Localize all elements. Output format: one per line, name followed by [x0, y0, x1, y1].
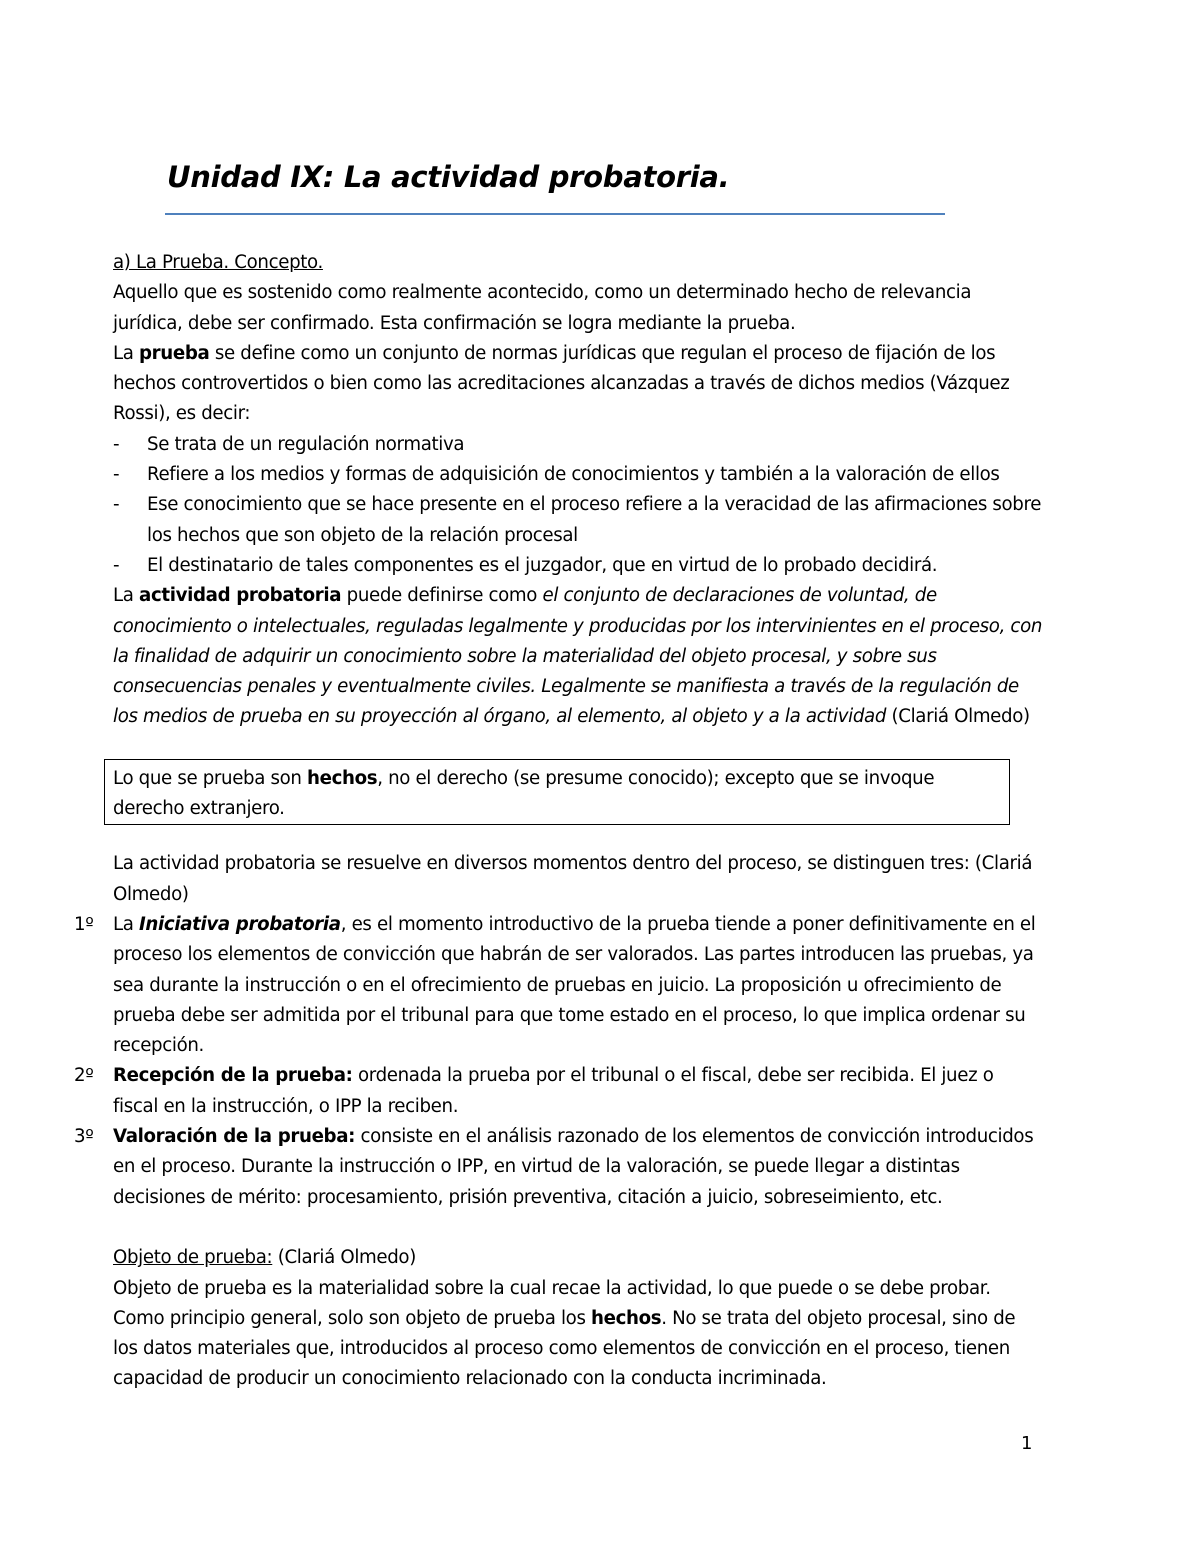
section-a-paragraph-3 [113, 581, 1043, 732]
paragraph-spacer [113, 1213, 1043, 1243]
moment-text: ordenada la prueba por el tribunal o el fiscal, debe ser recibida. El juez o fiscal en la instrucción, o IPP la reciben. [113, 1065, 994, 1117]
section-a-paragraph-1: Aquello que es sostenido como realmente acontecido, como un determinado hecho de relevancia jurídica, debe ser confirmado. Esta confirmación se logra mediante la prueba. [113, 282, 972, 334]
list-item-text: Refiere a los medios y formas de adquisición de conocimientos y también a la valoración de ellos [147, 464, 1000, 486]
highlight-box [104, 759, 1010, 826]
list-item [113, 430, 1043, 460]
text-run: Objeto de prueba es la materialidad sobre la cual recae la actividad, lo que puede o se debe probar. Como principio general, solo son objeto de prueba los [113, 1277, 991, 1329]
text-run: La [113, 913, 140, 935]
text-run: La [113, 585, 140, 607]
moment-text: , es el momento introductivo de la prueba tiende a poner definitivamente en el proceso los elementos de convicción que habrán de ser valorados. Las partes introducen las pruebas, ya sea durante la instrucción o en el ofrecimiento de pruebas en juicio. La proposición u ofrecimiento de prueba debe ser admitida por el tribunal para que tome estado en el proceso, lo que implica ordenar su recepción. [113, 913, 1036, 1057]
term-actividad-probatoria: actividad probatoria [139, 585, 342, 607]
objeto-heading-text: Objeto de prueba: [113, 1247, 273, 1269]
list-dash: - [113, 494, 120, 516]
section-a-heading [113, 248, 1043, 278]
page-number: 1 [1021, 1433, 1033, 1454]
term-prueba: prueba [139, 342, 210, 364]
section-a-paragraph-2 [113, 339, 1043, 430]
section-a-heading-text: a) La Prueba. Concepto. [113, 252, 323, 273]
moment-title: Iniciativa probatoria [139, 913, 341, 935]
text-run: se define como un conjunto de normas jurídicas que regulan el proceso de fijación de los hechos controvertidos o bien como las acreditaciones alcanzadas a través de dichos medios (Vázquez Rossi), es decir: [113, 342, 1010, 425]
page-title: Unidad IX: La actividad probatoria. [167, 160, 730, 194]
moment-item [74, 1122, 1043, 1213]
text-run: . No se trata del objeto procesal, sino de los datos materiales que, introducidos al proceso como elementos de convicción en el proceso, tienen capacidad de producir un conocimiento relacionado con la conducta incriminada. [113, 1307, 1016, 1390]
text-run: , no el derecho (se presume conocido); excepto que se invoque derecho extranjero. [113, 767, 935, 820]
definition-list [113, 430, 1043, 581]
text-run: Lo que se prueba son [113, 767, 307, 789]
term-hechos: hechos [306, 767, 378, 789]
list-dash: - [113, 433, 120, 455]
moment-number: 3º [74, 1126, 94, 1148]
list-item-text: El destinatario de tales componentes es el juzgador, que en virtud de lo probado decidirá. [147, 554, 938, 576]
objeto-paragraph [113, 1274, 1043, 1395]
list-item-text: Se trata de un regulación normativa [147, 433, 465, 455]
moment-item [74, 1061, 1043, 1122]
list-item [113, 460, 1043, 490]
moment-number: 2º [74, 1065, 94, 1087]
list-dash: - [113, 554, 120, 576]
term-hechos: hechos [591, 1307, 662, 1329]
moment-item [74, 910, 1043, 1061]
moment-title: Valoración de la prueba: [113, 1126, 356, 1148]
moment-text: consiste en el análisis razonado de los elementos de convicción introducidos en el proceso. Durante la instrucción o IPP, en virtud de la valoración, se puede llegar a distintas decisiones de mérito: procesamiento, prisión preventiva, citación a juicio, sobreseimiento, etc. [113, 1126, 1034, 1208]
moment-title: Recepción de la prueba: [113, 1065, 353, 1087]
moments-intro: La actividad probatoria se resuelve en diversos momentos dentro del proceso, se distinguen tres: (Clariá Olmedo) [113, 853, 1033, 905]
text-run: La [113, 342, 140, 364]
list-dash: - [113, 464, 120, 486]
title-underline-rule [165, 213, 945, 215]
citation: (Clariá Olmedo) [886, 706, 1030, 728]
document-body [74, 248, 1043, 1395]
moment-number: 1º [74, 913, 94, 935]
objeto-heading [113, 1243, 1043, 1273]
list-item [113, 490, 1043, 551]
list-item-text: Ese conocimiento que se hace presente en el proceso refiere a la veracidad de las afirmaciones sobre los hechos que son objeto de la relación procesal [147, 494, 1042, 546]
list-item [113, 551, 1043, 581]
text-run: puede definirse como [341, 585, 543, 607]
citation: (Clariá Olmedo) [272, 1247, 416, 1269]
definition-quote: el conjunto de declaraciones de voluntad, de conocimiento o intelectuales, reguladas legalmente y producidas por los intervinientes en el proceso, con la finalidad de adquirir un conocimiento sobre la materialidad del objeto procesal, y sobre sus consecuencias penales y eventualmente civiles. Legalmente se manifiesta a través de la regulación de los medios de prueba en su proyección al órgano, al elemento, al objeto y a la actividad [113, 585, 1043, 728]
